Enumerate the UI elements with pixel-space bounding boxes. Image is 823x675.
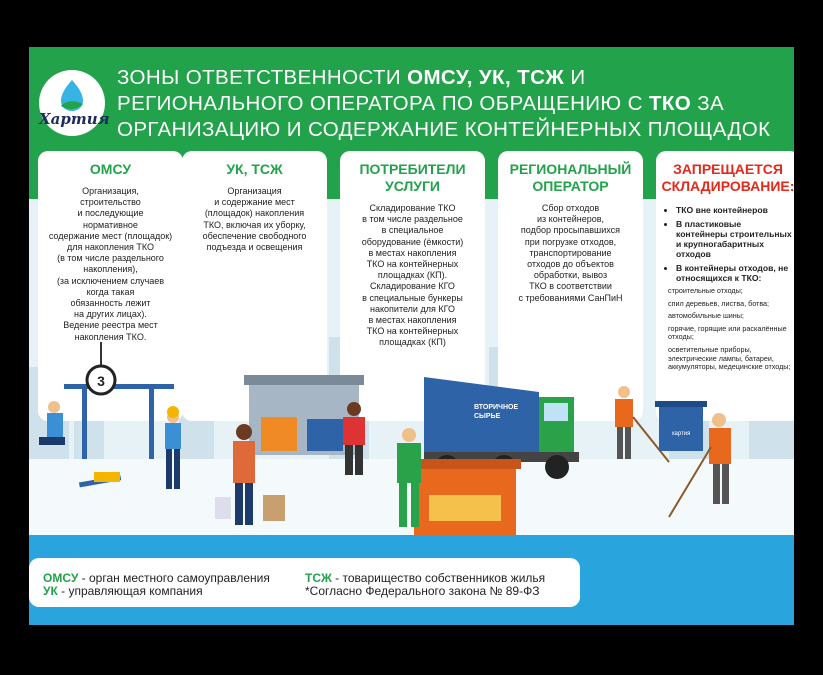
list-item: спил деревьев, листва, ботва; [668, 298, 770, 308]
card-title: ПОТРЕБИТЕЛИ УСЛУГИ [359, 161, 466, 194]
truck-label: ВТОРИЧНОЕ [474, 404, 519, 411]
street-cleaners [615, 386, 731, 517]
sign-letter: 3 [97, 373, 105, 389]
title-part-bold: ОМСУ, УК, ТСЖ [407, 66, 565, 89]
card-title: РЕГИОНАЛЬНЫЙ ОПЕРАТОР [509, 161, 632, 194]
infographic-poster [29, 47, 794, 625]
list-item: строительные отходы; [668, 286, 743, 295]
card-text: Складирование ТКО в том числе раздельное в специальное оборудование (ёмкости) в местах накопления ТКО на контейнерных площадках (КП). Складирование КГО в специальные бункеры накопители для КГО в местах накопления ТКО на контейнерных площадках (КП) [361, 203, 464, 348]
list-item: • В контейнеры отходов, не относящихся к ТКО: строительные отходы; спил деревьев, листва, ботва; автомобильные шины; горячие, горящие или раскалённые отходы; осветительные приборы, электрические лампы, батареи, аккумуляторы, медецинские отходы; [676, 263, 794, 372]
legend-box [29, 558, 580, 607]
bin-logo: хартия [671, 431, 691, 437]
card-text: Организация, строительство и последующие нормативное содержание мест (площадок) для накопления ТКО (в том числе раздельного накопления), (за исключением случаев когда такая обязанность лежит на других лицах). Ведение реестра мест накопления ТКО. [48, 186, 173, 342]
card-title: ЗАПРЕЩАЕТСЯ СКЛАДИРОВАНИЕ: [661, 161, 794, 194]
green-worker [397, 428, 421, 527]
card-title: ОМСУ [89, 161, 132, 177]
title-part-bold: ТКО [648, 92, 692, 115]
list-item: автомобильные шины; [668, 311, 744, 321]
title-part: И РЕГИОНАЛЬНОГО ОПЕРАТОРА ПО ОБРАЩЕНИЮ С [117, 66, 649, 115]
list-item: • ТКО вне контейнеров [676, 205, 794, 215]
list-item: горячие, горящие или раскалённые отходы; [668, 323, 787, 342]
title-part: ЗОНЫ ОТВЕТСТВЕННОСТИ [117, 66, 408, 89]
list-item: • В пластиковые контейнеры строительных и крупногабаритных отходов [676, 219, 794, 259]
card-text: Сбор отходов из контейнеров, подбор просыпавшихся при погрузке отходов, транспортирование отходов до объектов обработки, вывоз ТКО в соответствии с требованиями СанПиН [518, 203, 623, 303]
legend-uk: УК - управляющая компания [43, 584, 203, 598]
legend-omsu: ОМСУ - орган местного самоуправления [43, 571, 270, 585]
legend-note: *Согласно Федерального закона № 89-ФЗ [305, 584, 540, 598]
scene-illustration [29, 47, 794, 625]
truck-label: СЫРЬЕ [474, 413, 501, 420]
legend-tszh: ТСЖ - товарищество собственников жилья [305, 571, 546, 585]
card-title: УК, ТСЖ [226, 161, 283, 177]
card-text: Организация и содержание мест (площадок) накопления ТКО, включая их уборку, обеспечение свободного подъезда и освещения [202, 186, 307, 253]
list-item: осветительные приборы, электрические лампы, батареи, аккумуляторы, медецинские отходы; [668, 344, 791, 372]
title-part: ЗА ОРГАНИЗАЦИЮ И СОДЕРЖАНИЕ КОНТЕЙНЕРНЫХ ПЛОЩАДОК [117, 92, 771, 141]
logo-text: Хартия [39, 110, 110, 128]
construction-frame [64, 342, 174, 487]
orange-bin [409, 459, 521, 535]
